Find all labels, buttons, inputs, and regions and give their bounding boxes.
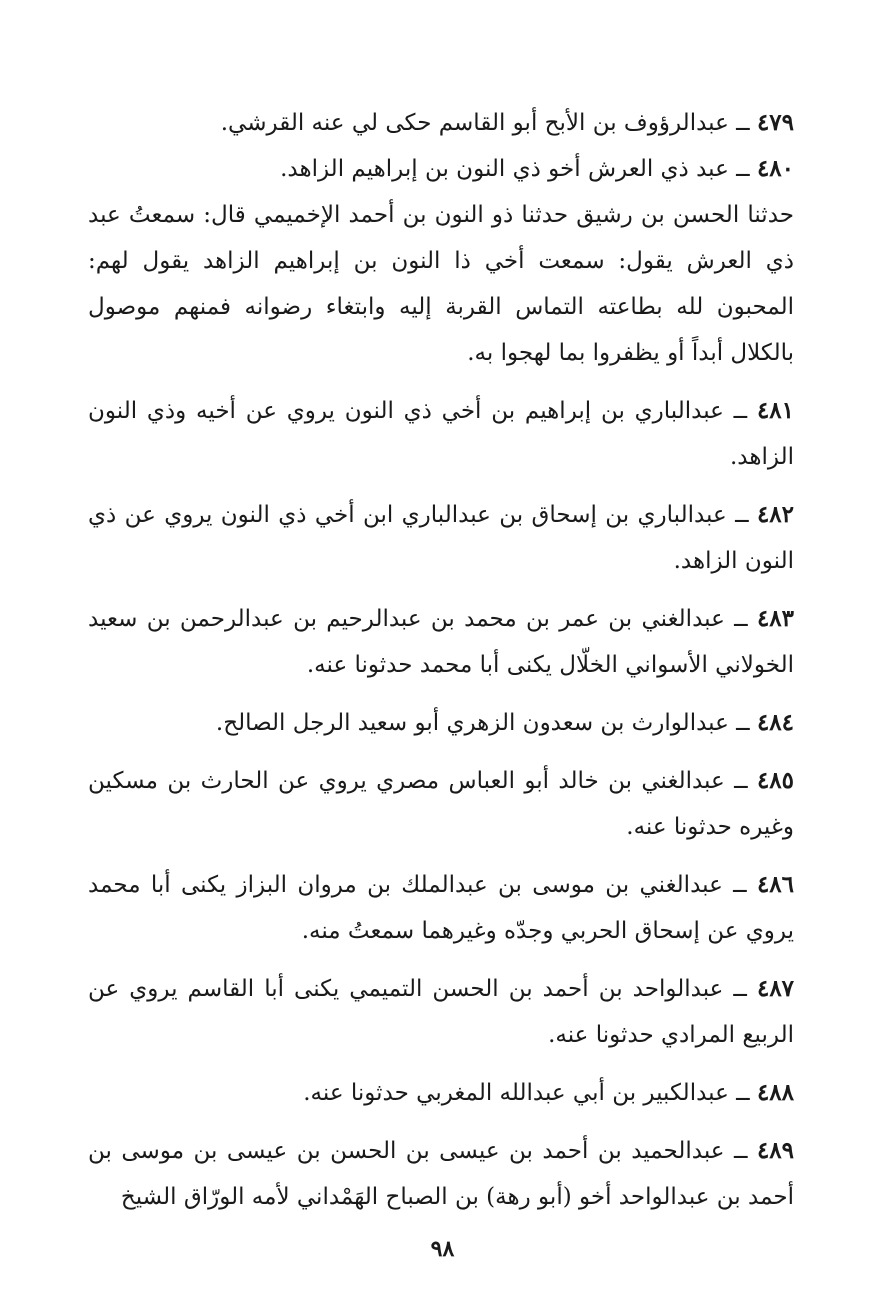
entry-dash: ــ	[734, 768, 748, 794]
entry-text: عبدالحميد بن أحمد بن عيسى بن الحسن بن عيسى بن موسى بن أحمد بن عبدالواحد أخو (أبو رهة) بن الصباح الهَمْداني لأمه الورّاق الشيخ	[88, 1138, 794, 1210]
entry-480-narration	[88, 192, 794, 376]
entry-text: عبدالكبير بن أبي عبدالله المغربي حدثونا عنه.	[303, 1080, 729, 1106]
page-number: ٩٨	[430, 1236, 455, 1262]
entry-dash: ــ	[734, 606, 748, 632]
text-body	[88, 100, 794, 1232]
entry-text: عبدالواحد بن أحمد بن الحسن التميمي يكنى أبا القاسم يروي عن الربيع المرادي حدثونا عنه.	[88, 976, 794, 1048]
entry-dash: ــ	[736, 710, 750, 736]
entry-text: عبدالباري بن إسحاق بن عبدالباري ابن أخي ذي النون يروي عن ذي النون الزاهد.	[88, 502, 794, 574]
entry-dash: ــ	[736, 156, 750, 182]
entry-480	[88, 146, 794, 192]
entry-number: ٤٨٦	[756, 871, 795, 898]
entry-483	[88, 596, 794, 688]
entry-number: ٤٨٩	[756, 1137, 794, 1164]
entry-485	[88, 758, 794, 850]
entry-dash: ــ	[733, 976, 747, 1002]
entry-dash: ــ	[736, 1080, 750, 1106]
entry-text: عبد ذي العرش أخو ذي النون بن إبراهيم الزاهد.	[280, 156, 729, 182]
entry-482	[88, 492, 794, 584]
entry-dash: ــ	[735, 502, 749, 528]
entry-number: ٤٨٠	[756, 155, 794, 182]
entry-number: ٤٨٧	[756, 975, 795, 1002]
entry-479	[88, 100, 794, 146]
entry-text: عبدالباري بن إبراهيم بن أخي ذي النون يروي عن أخيه وذي النون الزاهد.	[88, 398, 794, 470]
entry-dash: ــ	[733, 872, 747, 898]
entry-text: عبدالغني بن خالد أبو العباس مصري يروي عن الحارث بن مسكين وغيره حدثونا عنه.	[88, 768, 794, 840]
entry-488	[88, 1070, 794, 1116]
entry-number: ٤٨١	[756, 397, 795, 424]
entry-number: ٤٨٢	[756, 501, 795, 528]
entry-number: ٤٨٨	[756, 1079, 794, 1106]
entry-487	[88, 966, 794, 1058]
entry-489	[88, 1128, 794, 1220]
entry-number: ٤٧٩	[756, 109, 794, 136]
entry-dash: ــ	[733, 398, 748, 424]
entry-484	[88, 700, 794, 746]
entry-text: عبدالرؤوف بن الأبح أبو القاسم حكى لي عنه القرشي.	[220, 110, 729, 136]
entry-dash: ــ	[736, 110, 750, 136]
entry-number: ٤٨٥	[756, 767, 795, 794]
entry-text: حدثنا الحسن بن رشيق حدثنا ذو النون بن أحمد الإخميمي قال: سمعتُ عبد ذي العرش يقول: سمعت أخي ذا النون بن إبراهيم الزاهد يقول لهم: المحبون لله بطاعته التماس القربة إليه وابتغاء رضوانه فمنهم موصول بالكلال أبداً أو يظفروا بما لهجوا به.	[88, 202, 794, 366]
entry-text: عبدالوارث بن سعدون الزهري أبو سعيد الرجل الصالح.	[215, 710, 729, 736]
entry-number: ٤٨٣	[756, 605, 795, 632]
entry-text: عبدالغني بن عمر بن محمد بن عبدالرحيم بن عبدالرحمن بن سعيد الخولاني الأسواني الخلّال يكنى أبا محمد حدثونا عنه.	[88, 606, 794, 678]
entry-481	[88, 388, 794, 480]
entry-text: عبدالغني بن موسى بن عبدالملك بن مروان البزاز يكنى أبا محمد يروي عن إسحاق الحربي وجدّه وغيرهما سمعتُ منه.	[88, 872, 794, 944]
entry-486	[88, 862, 794, 954]
entry-dash: ــ	[733, 1138, 748, 1164]
entry-number: ٤٨٤	[756, 709, 794, 736]
